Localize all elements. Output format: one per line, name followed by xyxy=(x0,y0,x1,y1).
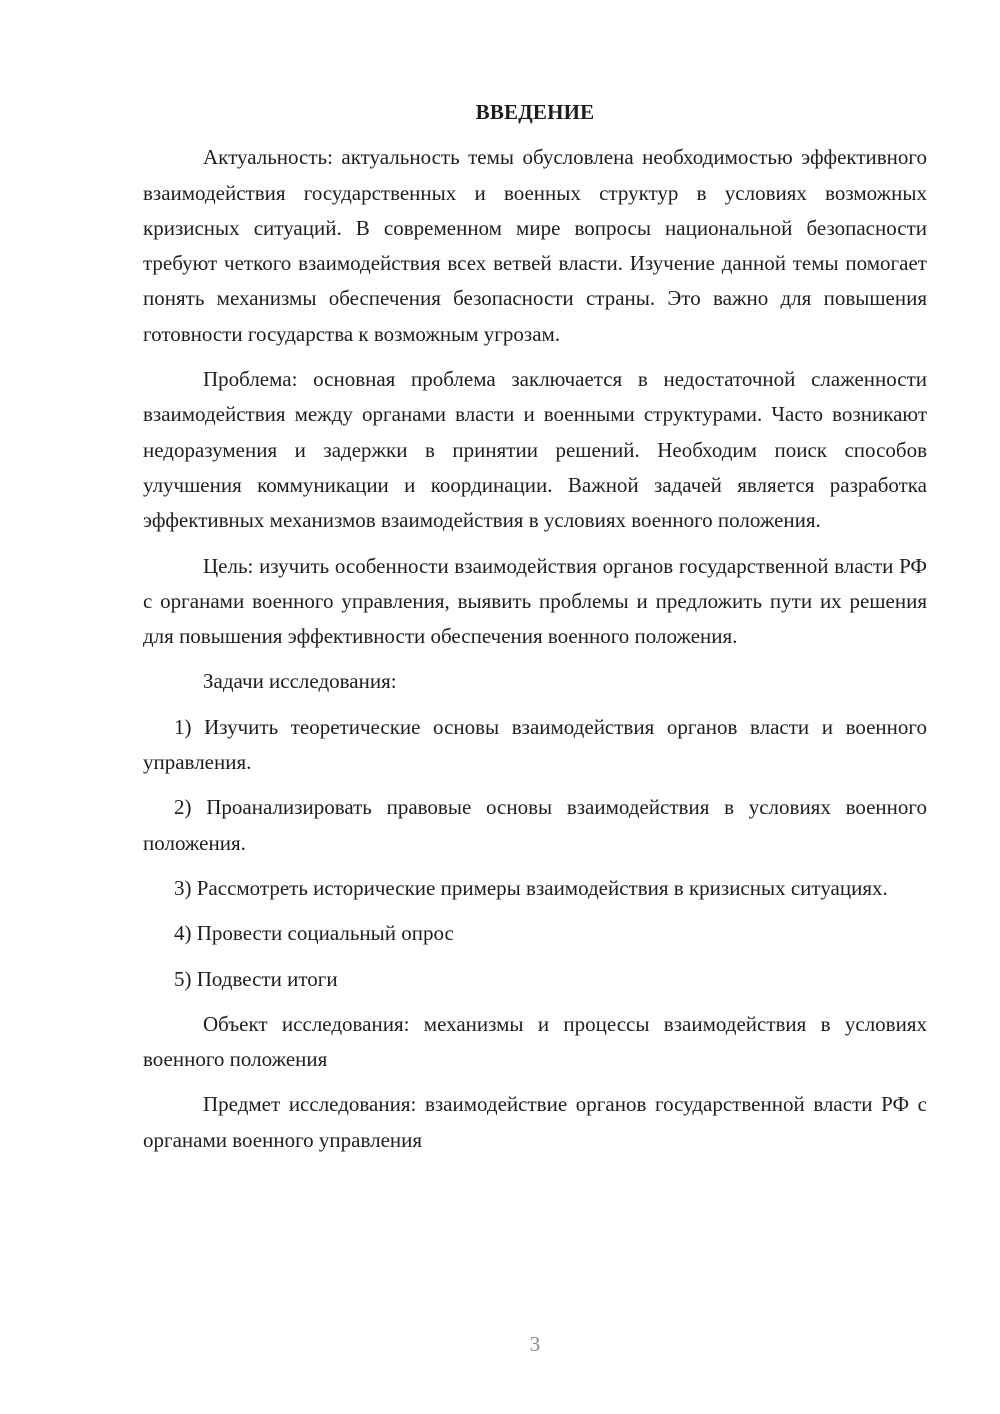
page-content xyxy=(143,95,927,1168)
task-item: 3) Рассмотреть исторические примеры взаимодействия в кризисных ситуациях. xyxy=(174,875,888,900)
task-item: 1) Изучить теоретические основы взаимодействия органов власти и военного управления. xyxy=(143,714,927,775)
paragraph-relevance: Актуальность: актуальность темы обусловлена необходимостью эффективного взаимодействия государственных и военных структур в условиях возможных кризисных ситуаций. В современном мире вопросы национальной безопасности требуют четкого взаимодействия всех ветвей власти. Изучение данной темы помогает понять механизмы обеспечения безопасности страны. Это важно для повышения готовности государства к возможным угрозам. xyxy=(143,145,927,346)
paragraph-goal: Цель: изучить особенности взаимодействия органов государственной власти РФ с органами военного управления, выявить проблемы и предложить пути их решения для повышения эффективности обеспечения военного положения. xyxy=(143,553,927,649)
task-item: 4) Провести социальный опрос xyxy=(174,921,454,946)
paragraph-object: Объект исследования: механизмы и процессы взаимодействия в условиях военного положения xyxy=(143,1011,927,1072)
task-item: 2) Проанализировать правовые основы взаимодействия в условиях военного положения. xyxy=(143,795,927,855)
page-number: 3 xyxy=(529,1332,541,1356)
paragraph-problem: Проблема: основная проблема заключается в недостаточной слаженности взаимодействия между органами власти и военными структурами. Часто возникают недоразумения и задержки в принятии решений. Необходим поиск способов улучшения коммуникации и координации. Важной задачей является разработка эффективных механизмов взаимодействия в условиях военного положения. xyxy=(143,367,927,533)
tasks-title: Задачи исследования: xyxy=(203,669,397,694)
paragraph-subject: Предмет исследования: взаимодействие органов государственной власти РФ с органами военного управления xyxy=(143,1092,927,1152)
task-item: 5) Подвести итоги xyxy=(174,966,338,991)
section-heading: ВВЕДЕНИЕ xyxy=(475,100,595,124)
